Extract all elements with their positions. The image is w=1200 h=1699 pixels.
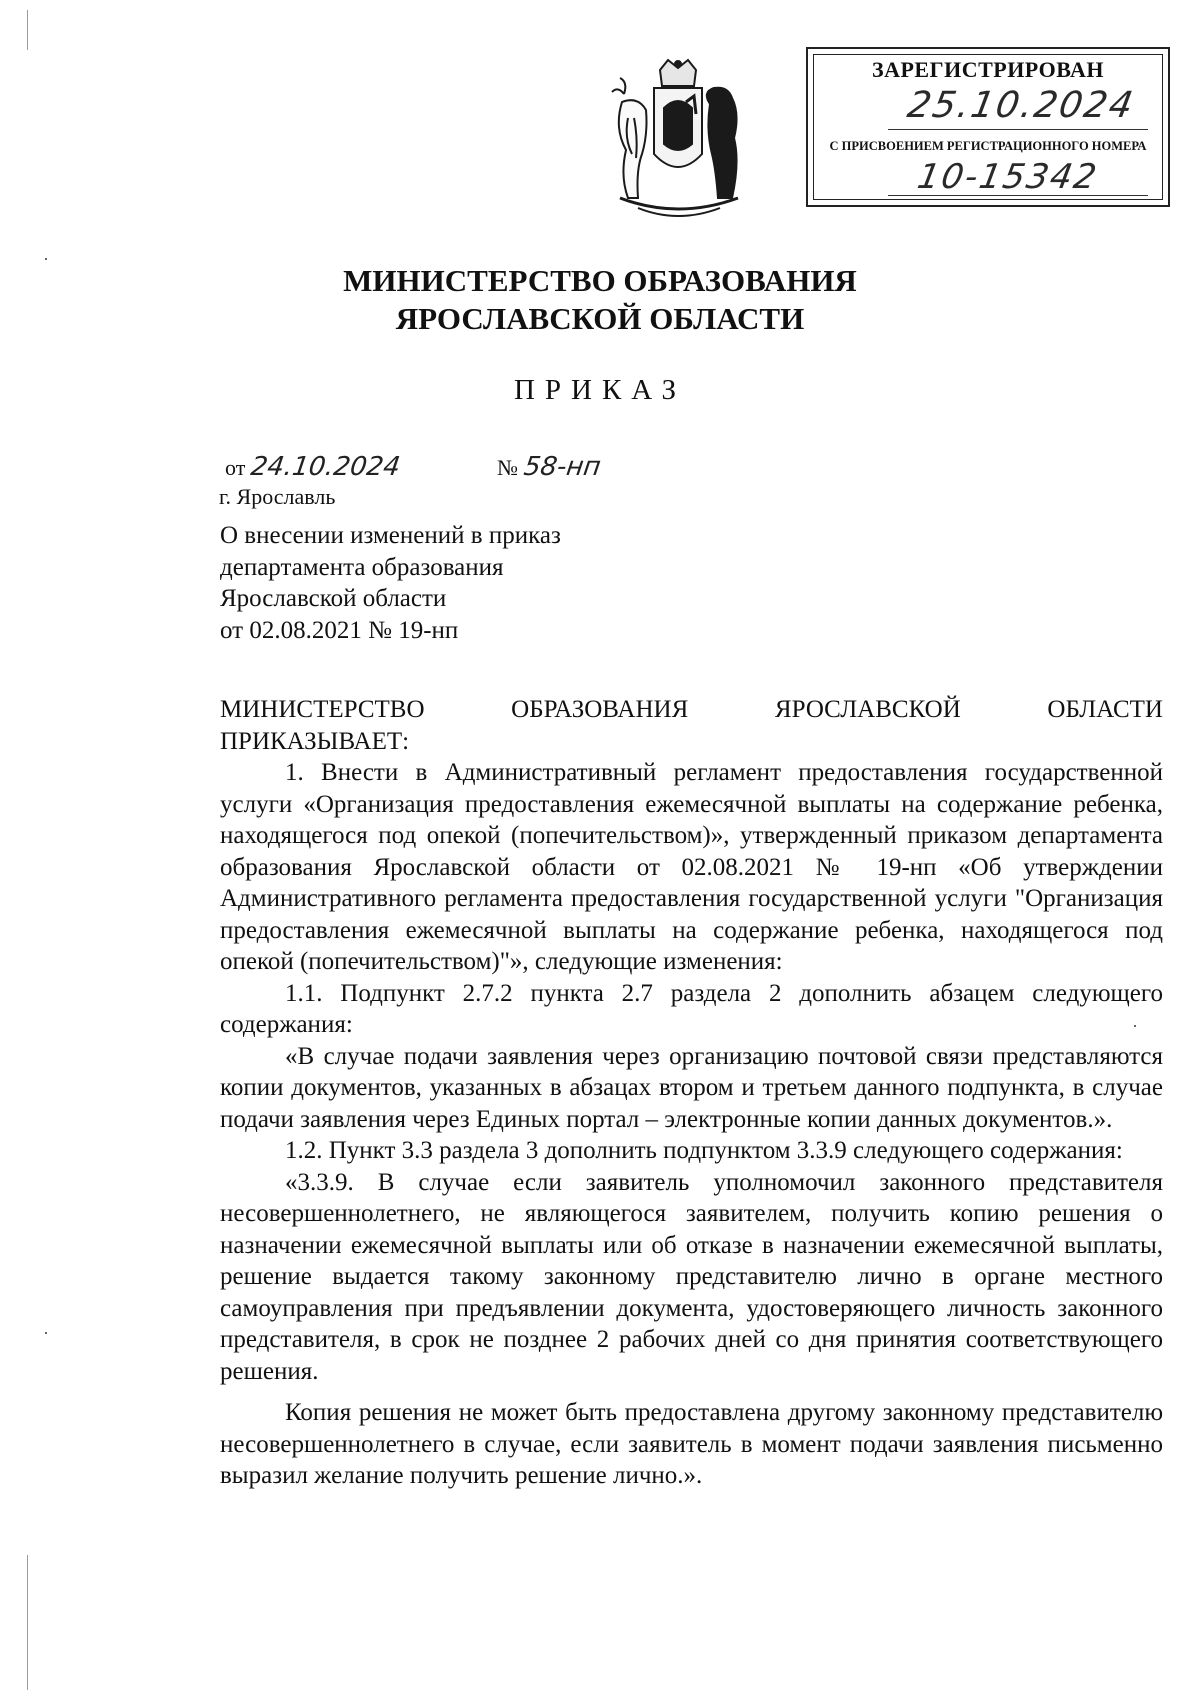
order-date [225,452,400,482]
order-subject [220,520,561,646]
stamp-title: ЗАРЕГИСТРИРОВАН [871,57,1105,82]
stamp-handwritten-date: 25.10.2024 [904,85,1138,126]
ministry-name-line2: ЯРОСЛАВСКОЙ ОБЛАСТИ [395,301,805,336]
preamble-command: ПРИКАЗЫВАЕТ: [220,727,410,755]
date-prefix: от [225,455,246,480]
stamp-underline [888,129,1148,130]
scan-edge-line [27,10,28,50]
paragraph-quote-1: «В случае подачи заявления через организацию почтовой связи представляются копии документов, указанных в абзацах втором и третьем данного подпункта, в случае подачи заявления через Единых портал – электронные копии данных документов.». [220,1042,1163,1133]
preamble-line: МИНИСТЕРСТВО ОБРАЗОВАНИЯ ЯРОСЛАВСКОЙ ОБЛАСТИ [220,696,1163,723]
handwritten-number: 58-нп [521,452,603,482]
stamp-handwritten-reg-number: 10-15342 [914,157,1102,197]
handwritten-date: 24.10.2024 [248,452,402,482]
city-name: г. Ярославль [219,484,336,509]
subject-line: от 02.08.2021 № 19-нп [220,616,459,644]
order-body [220,694,1163,1492]
number-prefix: № [497,455,518,480]
order-number [497,452,603,482]
ministry-name-line1: МИНИСТЕРСТВО ОБРАЗОВАНИЯ [343,263,857,298]
coat-of-arms-emblem [598,58,758,226]
stamp-underline [888,195,1148,196]
paragraph-1: 1. Внести в Административный регламент предоставления государственной услуги «Организация предоставления ежемесячной выплаты на содержание ребенка, находящегося под опекой (попечительством)», утвержденный приказом департамента образования Ярославской области от 02.08.2021 № 19-нп «Об утверждении Административного регламента предоставления государственной услуги "Организация предоставления ежемесячной выплаты на содержание ребенка, находящегося под опекой (попечительством)"», следующие изменения: [220,759,1163,975]
registration-stamp [806,47,1170,207]
scan-speck [45,258,47,260]
document-type-title: ПРИКАЗ [513,374,687,406]
subject-line: Ярославской области [220,585,447,612]
paragraph-quote-2: «3.3.9. В случае если заявитель уполномочил законного представителя несовершеннолетнего, не являющегося заявителем, получить копию решения о назначении ежемесячной выплаты или об отказе в назначении ежемесячной выплаты, решение выдается такому законному представителю лично в органе местного самоуправления при предъявлении документа, удостоверяющего личность законного представителя, в срок не позднее 2 рабочих дней со дня принятия соответствующего решения. [220,1168,1163,1385]
paragraph-1-2: 1.2. Пункт 3.3 раздела 3 дополнить подпунктом 3.3.9 следующего содержания: [285,1137,1123,1164]
scan-speck [45,1332,47,1334]
paragraph-1-1: 1.1. Подпункт 2.7.2 пункта 2.7 раздела 2 дополнить абзацем следующего содержания: [220,979,1163,1038]
subject-line: О внесении изменений в приказ [220,522,561,549]
stamp-subtitle: С ПРИСВОЕНИЕМ РЕГИСТРАЦИОННОГО НОМЕРА [829,139,1147,153]
paragraph-quote-3: Копия решения не может быть предоставлена другому законному представителю несовершеннолетнего в случае, если заявитель в момент подачи заявления письменно выразил желание получить решение лично.». [220,1399,1163,1489]
subject-line: департамента образования [220,553,504,581]
scan-edge-line [27,1555,28,1690]
